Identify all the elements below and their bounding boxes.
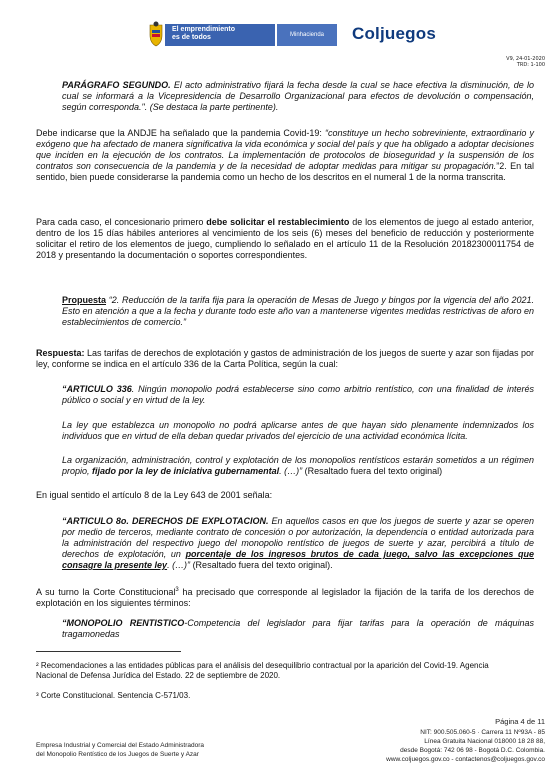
footnote-ref-2: ”2. <box>496 161 507 171</box>
concesionario-bold: debe solicitar el restablecimiento <box>206 217 350 227</box>
document-version <box>506 56 545 68</box>
concesionario-intro: Para cada caso, el concesionario primero <box>36 217 207 227</box>
corte-intro: A su turno la Corte Constitucional <box>36 587 176 597</box>
corte-rest: ha precisado que corresponde al legislador la fijación de la tarifa de los derechos de explotación en los siguientes términos: <box>36 587 534 608</box>
paragrafo-heading: PARÁGRAFO SEGUNDO. <box>62 80 171 90</box>
footer-free-line: Línea Gratuita Nacional 018000 18 28 88, <box>424 738 545 745</box>
propuesta-text: “2. Reducción de la tarifa fija para la operación de Mesas de Juego y bingos por la vigencia del año 2021. Esto en atención a que a la fecha y durante todo este año van a mantenerse vigentes medidas restrictivas de aforo en establecimientos de comercio.” <box>62 295 534 327</box>
monopolio-heading: “MONOPOLIO RENTISTICO <box>62 618 185 628</box>
paragraph-ley-monopolio: La ley que establezca un monopolio no podrá aplicarse antes de que hayan sido plenamente indemnizados los individuos que en virtud de ella deban quedar privados del ejercicio de una actividad económica lícita. <box>62 420 534 441</box>
propuesta-heading: Propuesta <box>62 295 107 305</box>
slogan-line-2: es de todos <box>172 34 211 41</box>
slogan-line-1: El emprendimiento <box>172 26 236 33</box>
footer-contact <box>386 717 545 764</box>
footer-nit: NIT: 900.505.060-5 · Carrera 11 Nº93A - 85 <box>420 729 545 736</box>
organizacion-text: La organización, administración, control y explotación de los monopolios rentísticos estarán sometidos a un régimen propio, <box>62 455 534 476</box>
articulo-336-text: . Ningún monopolio podrá establecerse sino como arbitrio rentístico, con una finalidad de interés público o social y en virtud de la ley. <box>62 384 534 405</box>
org-line-2: del Monopolio Rentístico de los Juegos de Suerte y Azar <box>36 751 199 758</box>
footnote-separator <box>36 651 181 652</box>
paragraph-organizacion <box>62 455 534 477</box>
paragraph-respuesta <box>36 348 534 370</box>
coljuegos-logo: Coljuegos <box>352 24 436 43</box>
paragraph-monopolio-rentistico <box>62 618 534 640</box>
respuesta-text: Las tarifas de derechos de explotación y gastos de administración de los juegos de suerte y azar son fijadas por ley, conforme se indica en el artículo 336 de la Carta Política, según la cual: <box>36 348 534 369</box>
andje-intro: Debe indicarse que la ANDJE ha señalado que la pandemia Covid-19: <box>36 128 325 138</box>
articulo-336-heading: “ARTICULO 336 <box>62 384 132 394</box>
version-code: V9, 24-01-2020 <box>506 56 545 62</box>
paragraph-andje <box>36 128 534 183</box>
andje-quote: “constituye un hecho sobreviniente, extraordinario y exógeno que ha afectado de manera significativa la vida económica y social del país y que ha obligado a adoptar decisiones que inciden en la ejecución de los contratos. La implementación de protocolos de bioseguridad y la suspensión de los contratos son consecuencia de la pandemia y de la necesidad de adoptar medidas para mitigar su propagación. <box>36 128 534 171</box>
paragraph-propuesta <box>62 295 534 328</box>
footer-organization <box>36 741 204 759</box>
paragraph-concesionario <box>36 217 534 261</box>
paragraph-articulo-336 <box>62 384 534 406</box>
respuesta-heading: Respuesta: <box>36 348 85 358</box>
paragraph-corte <box>36 585 534 609</box>
organizacion-note: (Resaltado fuera del texto original) <box>302 466 443 476</box>
page-header <box>0 0 559 68</box>
page-number: Página 4 de 11 <box>495 717 545 726</box>
articulo-8-heading: “ARTICULO 8o. DERECHOS DE EXPLOTACION. <box>62 516 269 526</box>
articulo-8-ellipsis: . (…)” <box>167 560 191 570</box>
concesionario-rest: de los elementos de juego al estado anterior, dentro de los 15 días hábiles anteriores al vencimiento de los seis (6) meses del beneficio de reducción y posteriormente solicitar el retiro de los elementos de juego, cumpliendo lo señalado en el artículo 11 de la Resolución 20182300011754 de 2018 y presentando la documentación o soportes correspondientes. <box>36 217 534 260</box>
footnote-3: ³ Corte Constitucional. Sentencia C-571/03. <box>36 691 191 700</box>
articulo-8-bold: porcentaje de los ingresos brutos de cada juego, salvo las excepciones que consagre la presente ley <box>62 549 534 570</box>
colombia-shield-icon <box>148 21 164 47</box>
footnote-2: ² Recomendaciones a las entidades públicas para el análisis del desequilibrio contractual por la aparición del Covid-19. Agencia Nacional de Defensa Jurídica del Estado. 22 de septiembre de 2020. <box>36 661 489 680</box>
footer-website[interactable]: www.coljuegos.gov.co - contactenos@coljuegos.gov.co <box>386 756 545 763</box>
organizacion-ellipsis: . (…)” <box>279 466 303 476</box>
organizacion-bold: fijado por la ley de iniciativa gubernamental <box>92 466 280 476</box>
articulo-8-note: (Resaltado fuera del texto original). <box>190 560 333 570</box>
footer-phone: desde Bogotá: 742 06 98 - Bogotá D.C. Colombia. <box>400 747 545 754</box>
paragraph-ley-643: En igual sentido el artículo 8 de la Ley 643 de 2001 señala: <box>36 490 273 500</box>
trd-code: TRD: 1-100 <box>516 62 545 68</box>
government-slogan <box>172 26 235 42</box>
org-line-1: Empresa Industrial y Comercial del Estado Administradora <box>36 742 204 749</box>
footnote-ref-3: 3 <box>175 587 179 593</box>
paragrafo-text: El acto administrativo fijará la fecha desde la cual se hace efectiva la disminución, de lo cual se informará a la Vicepresidencia de Desarrollo Organizacional para efectos de devolución o compensación, según corresponda.". (Se destaca la parte pertinente). <box>62 80 534 112</box>
andje-conclusion: En tal sentido, bien puede considerarse la pandemia como un hecho de los descritos en el numeral 1 de la norma transcrita. <box>36 161 534 182</box>
paragraph-articulo-8 <box>62 516 534 571</box>
articulo-8-text: En aquellos casos en que los juegos de suerte y azar se operen por medio de terceros, mediante contrato de concesión o por autorización, la dependencia o entidad autorizada para la administración del respectivo juego del monopolio rentístico de juegos de suerte y azar, percibirá a título de derechos de explotación, un <box>62 516 534 559</box>
paragraph-paragrafo-segundo <box>62 80 534 113</box>
monopolio-text: -Competencia del legislador para fijar tarifas para la operación de máquinas tragamonedas <box>62 618 534 639</box>
ministry-label: Minhacienda <box>277 24 337 46</box>
